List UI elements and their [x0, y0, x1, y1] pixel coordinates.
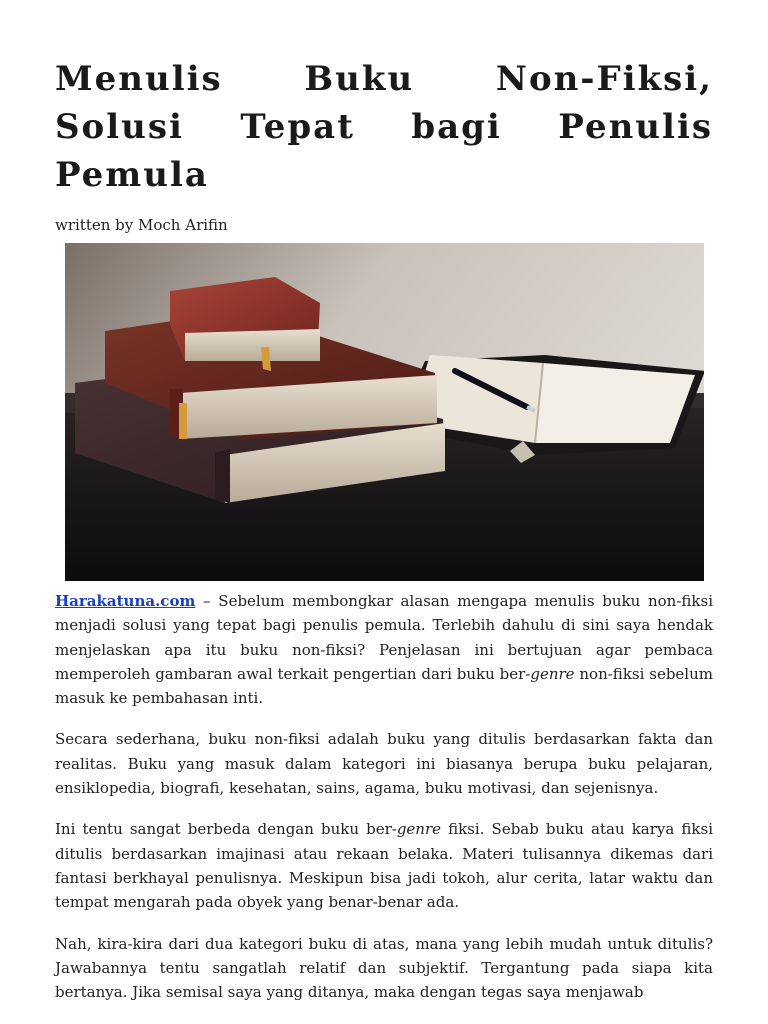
paragraph-intro [55, 589, 713, 710]
article-byline: written by Moch Arifin [55, 216, 228, 234]
fiction-text: Ini tentu sangat berbeda dengan buku ber- [55, 820, 397, 839]
intro-text: – Sebelum membongkar alasan mengapa menulis buku non-fiksi menjadi solusi yang tepat bagi penulis pemula. Terlebih dahulu di sini saya hendak menjelaskan apa itu buku non-fiksi? Penjelasan ini bertujuan agar pembaca memperoleh gambaran awal terkait pengertian dari buku ber- [55, 592, 713, 683]
paragraph-definition: Secara sederhana, buku non-fiksi adalah buku yang ditulis berdasarkan fakta dan realitas. Buku yang masuk dalam kategori ini biasanya berupa buku pelajaran, ensiklopedia, biografi, kesehatan, sains, agama, buku motivasi, dan sejenisnya. [55, 730, 713, 798]
harakatuna-link[interactable]: Harakatuna.com [55, 592, 196, 610]
article-title: Menulis Buku Non-Fiksi, Solusi Tepat bagi Penulis Pemula [55, 59, 713, 195]
stacked-books-photo [65, 243, 704, 581]
genre-italic: genre [530, 664, 575, 683]
intro-text-end: non-fiksi sebelum masuk ke pembahasan inti. [55, 664, 713, 708]
genre-italic: genre [396, 820, 441, 839]
paragraph-fiction [55, 817, 713, 914]
paragraph-question: Nah, kira-kira dari dua kategori buku di atas, mana yang lebih mudah untuk ditulis? Jawabannya tentu sangatlah relatif dan subjektif. Tergantung pada siapa kita bertanya. Jika semisal saya yang ditanya, maka dengan tegas saya menjawab [55, 934, 713, 1002]
article [55, 0, 713, 1021]
article-body [55, 589, 713, 1004]
fiction-text-end: fiksi. Sebab buku atau karya fiksi ditulis berdasarkan imajinasi atau rekaan belaka. Materi tulisannya dikemas dari fantasi berkhayal penulisnya. Meskipun bisa jadi tokoh, alur cerita, latar waktu dan tempat mengarah pada obyek yang benar-benar ada. [55, 820, 713, 912]
